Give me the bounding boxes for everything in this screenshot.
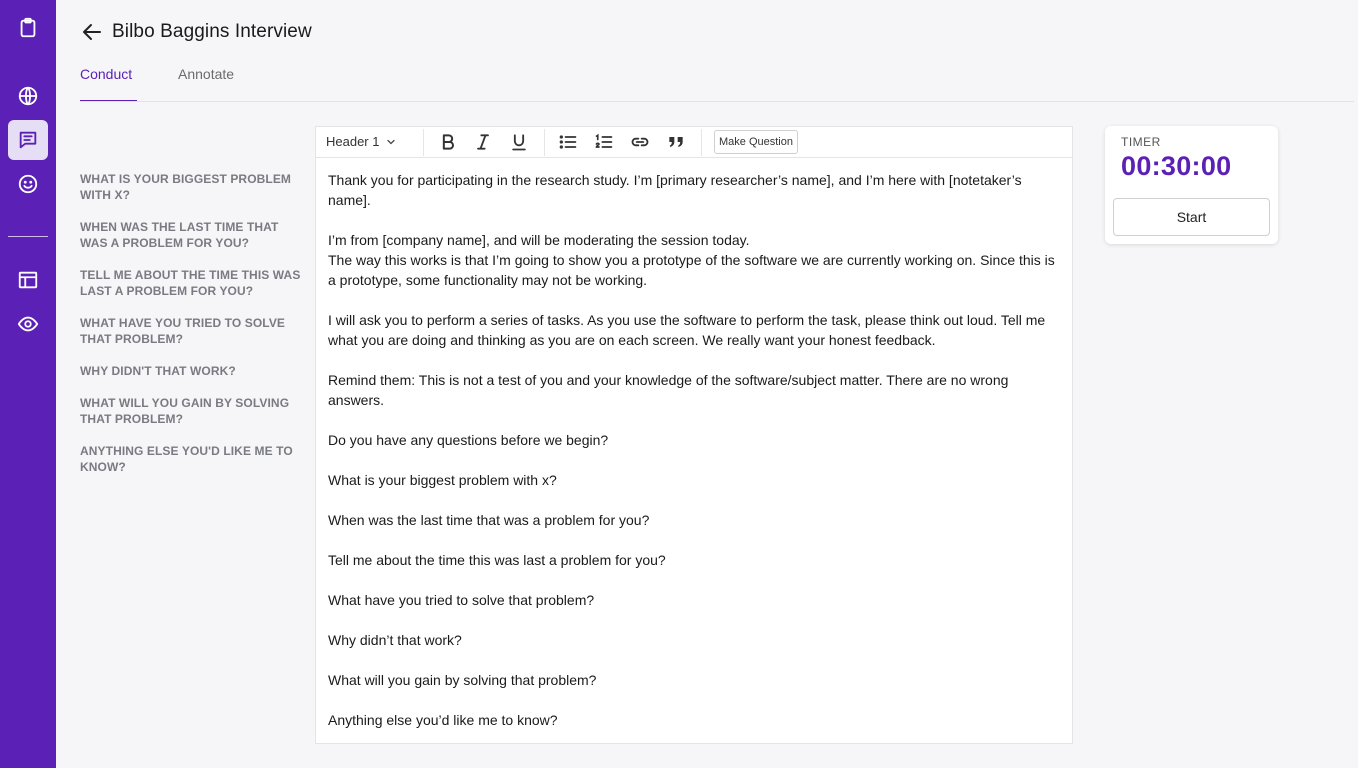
arrow-left-icon — [80, 20, 104, 44]
timer-value: 00:30:00 — [1121, 151, 1232, 181]
make-question-button[interactable]: Make Question — [714, 130, 798, 154]
editor-question: What is your biggest problem with x? — [328, 472, 557, 488]
sidebar-item-smiley[interactable] — [8, 164, 48, 204]
question-list-item[interactable]: WHAT WILL YOU GAIN BY SOLVING THAT PROBLEM? — [80, 396, 290, 426]
question-list-item[interactable]: WHAT IS YOUR BIGGEST PROBLEM WITH X? — [80, 172, 292, 202]
numbered-list-icon — [594, 132, 614, 152]
editor-paragraph: I will ask you to perform a series of tasks. As you use the software to perform the task, please think out loud. Tell me what you are doing and thinking as you are on each screen. We really want your honest feedback. — [328, 312, 1046, 348]
smiley-icon — [17, 173, 39, 195]
numbered-list-button[interactable] — [593, 131, 615, 153]
sidebar-item-chat[interactable] — [8, 120, 48, 160]
editor-toolbar — [316, 127, 1072, 158]
toolbar-separator — [701, 129, 702, 156]
timer-label: TIMER — [1121, 135, 1161, 149]
question-list-item[interactable]: WHAT HAVE YOU TRIED TO SOLVE THAT PROBLEM? — [80, 316, 286, 346]
editor-paragraph: I’m from [company name], and will be moderating the session today. — [328, 232, 750, 248]
page-title: Bilbo Baggins Interview — [112, 21, 312, 42]
question-list-item[interactable]: TELL ME ABOUT THE TIME THIS WAS LAST A PROBLEM FOR YOU? — [80, 268, 301, 298]
rich-text-editor — [315, 126, 1073, 744]
editor-question: What will you gain by solving that problem? — [328, 672, 597, 688]
italic-button[interactable] — [472, 131, 494, 153]
sidebar-divider — [8, 236, 48, 237]
editor-paragraph: The way this works is that I’m going to show you a prototype of the software we are currently working on. Since this is a prototype, some functionality may not be working. — [328, 252, 1055, 288]
toolbar-separator — [423, 129, 424, 156]
editor-question: When was the last time that was a problem for you? — [328, 512, 650, 528]
bullet-list-icon — [558, 132, 578, 152]
header-select-value: Header 1 — [326, 134, 380, 149]
header-format-select[interactable] — [326, 134, 397, 149]
question-list-item[interactable]: WHEN WAS THE LAST TIME THAT WAS A PROBLEM FOR YOU? — [80, 220, 279, 250]
clipboard-icon — [17, 17, 39, 39]
question-list-item[interactable]: WHY DIDN'T THAT WORK? — [80, 364, 236, 378]
editor-content[interactable] — [316, 158, 1072, 730]
italic-icon — [473, 132, 493, 152]
chevron-down-icon — [385, 136, 397, 148]
question-list — [80, 171, 302, 491]
sidebar — [0, 0, 56, 768]
bold-icon — [438, 132, 458, 152]
editor-paragraph: Remind them: This is not a test of you and your knowledge of the software/subject matter. There are no wrong answers. — [328, 372, 1009, 408]
start-timer-button[interactable]: Start — [1113, 198, 1270, 236]
sidebar-item-clipboard[interactable] — [8, 8, 48, 48]
bold-button[interactable] — [437, 131, 459, 153]
editor-question: Why didn’t that work? — [328, 632, 462, 648]
back-button[interactable] — [80, 20, 104, 44]
link-icon — [630, 132, 650, 152]
link-button[interactable] — [629, 131, 651, 153]
editor-question: Tell me about the time this was last a problem for you? — [328, 552, 666, 568]
tabs-divider — [80, 101, 1354, 102]
underline-button[interactable] — [508, 131, 530, 153]
sidebar-item-eye[interactable] — [8, 304, 48, 344]
sidebar-item-layout[interactable] — [8, 260, 48, 300]
editor-paragraph: Do you have any questions before we begin? — [328, 432, 609, 448]
toolbar-separator — [544, 129, 545, 156]
chat-icon — [17, 129, 39, 151]
sidebar-item-globe[interactable] — [8, 76, 48, 116]
underline-icon — [509, 132, 529, 152]
editor-question: What have you tried to solve that problem? — [328, 592, 595, 608]
timer-card — [1105, 126, 1278, 244]
quote-icon — [666, 132, 686, 152]
layout-icon — [17, 269, 39, 291]
blockquote-button[interactable] — [665, 131, 687, 153]
question-list-item[interactable]: ANYTHING ELSE YOU'D LIKE ME TO KNOW? — [80, 444, 293, 474]
eye-icon — [17, 313, 39, 335]
tab-annotate[interactable]: Annotate — [178, 66, 235, 82]
editor-paragraph: Thank you for participating in the research study. I’m [primary researcher’s name], and I’m here with [notetaker’s name]. — [328, 172, 1022, 208]
editor-question: Anything else you’d like me to know? — [328, 712, 558, 728]
tab-conduct[interactable]: Conduct — [80, 66, 132, 102]
globe-icon — [17, 85, 39, 107]
bullet-list-button[interactable] — [557, 131, 579, 153]
